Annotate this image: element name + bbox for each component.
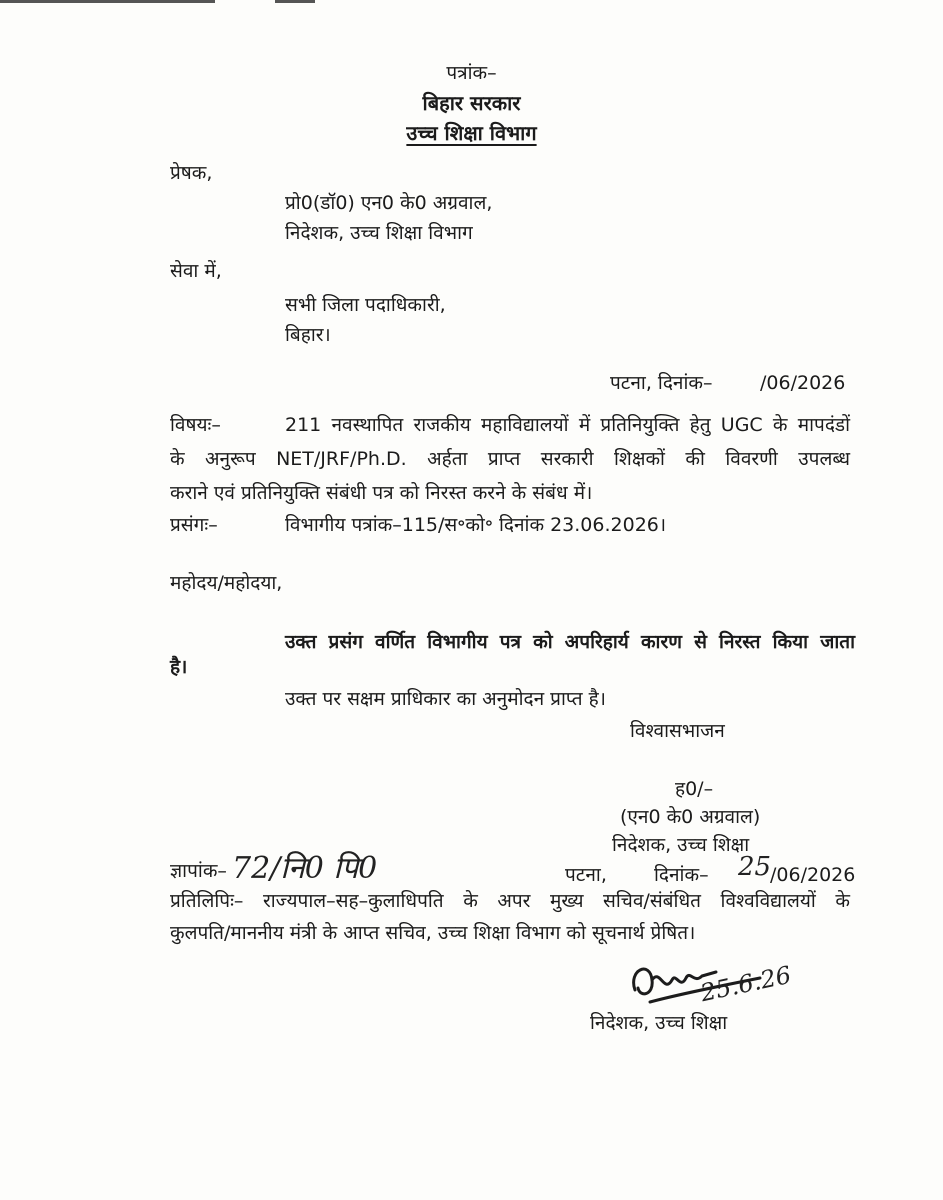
closing-name: (एन0 के0 अग्रवाल) [620, 806, 761, 828]
government-title: बिहार सरकार [422, 91, 521, 115]
memo-date-rest: /06/2026 [770, 864, 856, 886]
sender-label: प्रेषक, [170, 162, 213, 184]
signature-date: 25.6.26 [698, 960, 794, 1008]
sender-designation: निदेशक, उच्च शिक्षा विभाग [285, 222, 473, 244]
memo-date-label: दिनांक– [654, 864, 709, 886]
department-title: उच्च शिक्षा विभाग [406, 121, 537, 145]
subject-label: विषयः– [170, 414, 221, 436]
signature-designation: निदेशक, उच्च शिक्षा [590, 1012, 728, 1034]
recipient-line1: सभी जिला पदाधिकारी, [285, 294, 446, 316]
scan-edge [0, 0, 943, 14]
sender-name: प्रो0(डॉ0) एन0 के0 अग्रवाल, [285, 192, 493, 214]
subject-line1: 211 नवस्थापित राजकीय महाविद्यालयों में प्रतिनियुक्ति हेतु UGC के मापदंडों [285, 414, 850, 436]
subject-line3: कराने एवं प्रतिनियुक्ति संबंधी पत्र को निरस्त करने के संबंध में। [170, 482, 593, 504]
place-date-label: पटना, दिनांक– [610, 372, 713, 394]
recipient-line2: बिहार। [285, 324, 331, 346]
reference-label: प्रसंगः– [170, 514, 218, 536]
memo-place: पटना, [565, 864, 607, 886]
closing-designation: निदेशक, उच्च शिक्षा [612, 834, 750, 856]
memo-label: ज्ञापांक– [170, 860, 227, 882]
recipient-label: सेवा में, [170, 260, 222, 282]
body-para2: उक्त पर सक्षम प्राधिकार का अनुमोदन प्राप्त है। [285, 688, 606, 710]
subject-line2: के अनुरूप NET/JRF/Ph.D. अर्हता प्राप्त सरकारी शिक्षकों की विवरणी उपलब्ध [170, 448, 850, 470]
place-date-value: /06/2026 [760, 372, 846, 394]
body-para1-line1: उक्त प्रसंग वर्णित विभागीय पत्र को अपरिहार्य कारण से निरस्त किया जाता [285, 631, 855, 653]
body-para1-line2: है। [170, 656, 188, 678]
salutation: महोदय/महोदया, [170, 572, 283, 594]
reference-text: विभागीय पत्रांक–115/स॰को॰ दिनांक 23.06.2026। [285, 514, 667, 536]
closing-signed: ह0/– [675, 778, 714, 800]
copy-line2: कुलपति/माननीय मंत्री के आप्त सचिव, उच्च शिक्षा विभाग को सूचनार्थ प्रेषित। [170, 922, 696, 944]
copy-line1: प्रतिलिपिः– राज्यपाल–सह–कुलाधिपति के अपर मुख्य सचिव/संबंधित विश्वविद्यालयों के [170, 890, 850, 912]
ref-no: पत्रांक– [446, 62, 497, 84]
memo-handwritten-day: 25 [738, 852, 772, 882]
memo-handwritten-number: 72/नि0 पि0 [232, 851, 378, 886]
closing-yours: विश्वासभाजन [630, 720, 725, 742]
